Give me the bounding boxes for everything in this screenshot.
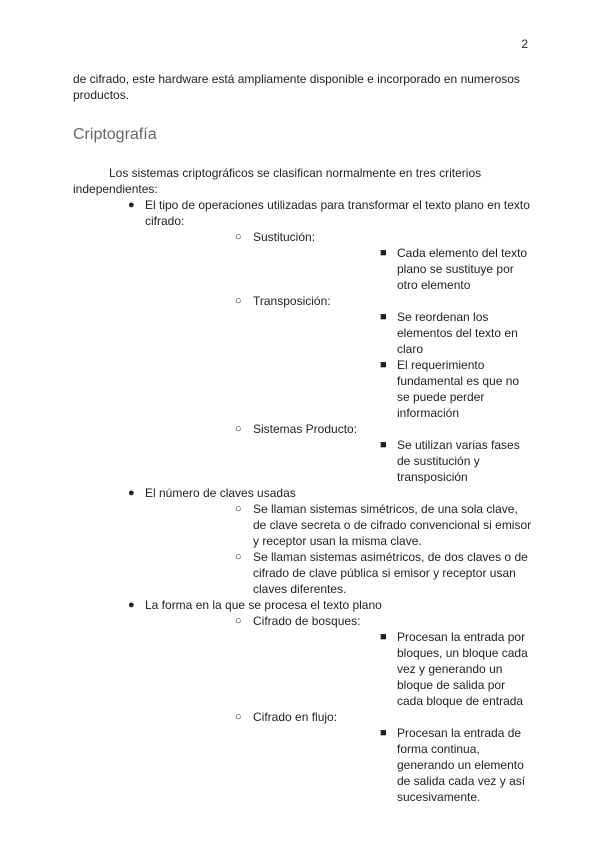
- list-item-text: El número de claves usadas: [145, 486, 296, 500]
- list-item: [145, 613, 533, 709]
- bullet-square-icon: ■: [380, 359, 387, 371]
- sublist: [253, 437, 533, 485]
- list-item: [145, 501, 533, 549]
- list-item-text: Cifrado de bosques:: [253, 614, 361, 628]
- bullet-square-icon: ■: [380, 439, 387, 451]
- list-item-text: Se llaman sistemas asimétricos, de dos claves o de cifrado de clave pública si emisor y receptor usan claves diferentes.: [253, 550, 528, 596]
- list-item-text: Procesan la entrada de forma continua, generando un elemento de salida cada vez y así sucesivamente.: [397, 726, 526, 804]
- intro-paragraph: Los sistemas criptográficos se clasifican normalmente en tres criterios independientes:: [73, 166, 482, 196]
- list-item-text: El requerimiento fundamental es que no se puede perder información: [397, 358, 520, 420]
- list-item: [73, 597, 533, 805]
- list-item: [253, 437, 533, 485]
- bullet-circle-icon: ○: [235, 423, 242, 435]
- list-item-text: Se reordenan los elementos del texto en claro: [397, 310, 518, 356]
- list-item-text: Transposición:: [253, 294, 331, 308]
- list-item-text: Cada elemento del texto plano se sustituye por otro elemento: [397, 246, 528, 292]
- list-item: [253, 357, 533, 421]
- bullet-square-icon: ■: [380, 247, 387, 259]
- sublist: [253, 725, 533, 805]
- page-number: 2: [521, 37, 528, 51]
- bullet-square-icon: ■: [380, 727, 387, 739]
- list-item-text: Cifrado en flujo:: [253, 710, 338, 724]
- list-item-text: Se utilizan varias fases de sustitución y transposición: [397, 438, 520, 484]
- list-item-text: Sustitución:: [253, 230, 316, 244]
- list-item: [253, 245, 533, 293]
- bullet-disc-icon: ●: [128, 199, 135, 211]
- list-item: [145, 421, 533, 485]
- bullet-circle-icon: ○: [235, 711, 242, 723]
- opening-paragraph: de cifrado, este hardware está ampliamente disponible e incorporado en numerosos productos.: [73, 72, 520, 102]
- list-item: [253, 629, 533, 709]
- list-item: [145, 293, 533, 421]
- section-heading: Criptografía: [73, 126, 157, 143]
- bullet-disc-icon: ●: [128, 487, 135, 499]
- sublist: [145, 229, 533, 485]
- list-item: [73, 197, 533, 485]
- bullet-circle-icon: ○: [235, 231, 242, 243]
- list-item-text: Se llaman sistemas simétricos, de una sola clave, de clave secreta o de cifrado convencional si emisor y receptor usan la misma clave.: [253, 502, 532, 548]
- list-item-text: El tipo de operaciones utilizadas para transformar el texto plano en texto cifrado:: [145, 198, 530, 228]
- list-item: [145, 229, 533, 293]
- criteria-list: [73, 197, 533, 805]
- list-item: [73, 485, 533, 597]
- bullet-circle-icon: ○: [235, 551, 242, 563]
- bullet-circle-icon: ○: [235, 503, 242, 515]
- bullet-circle-icon: ○: [235, 615, 242, 627]
- sublist: [145, 501, 533, 597]
- bullet-square-icon: ■: [380, 311, 387, 323]
- bullet-circle-icon: ○: [235, 295, 242, 307]
- list-item-text: La forma en la que se procesa el texto plano: [145, 598, 382, 612]
- list-item: [145, 709, 533, 805]
- bullet-square-icon: ■: [380, 631, 387, 643]
- list-item: [145, 549, 533, 597]
- list-item-text: Sistemas Producto:: [253, 422, 358, 436]
- bullet-disc-icon: ●: [128, 599, 135, 611]
- sublist: [145, 613, 533, 805]
- sublist: [253, 245, 533, 293]
- list-item: [253, 309, 533, 357]
- sublist: [253, 629, 533, 709]
- sublist: [253, 309, 533, 421]
- document-body: [73, 71, 533, 805]
- list-item-text: Procesan la entrada por bloques, un bloque cada vez y generando un bloque de salida por cada bloque de entrada: [397, 630, 528, 708]
- list-item: [253, 725, 533, 805]
